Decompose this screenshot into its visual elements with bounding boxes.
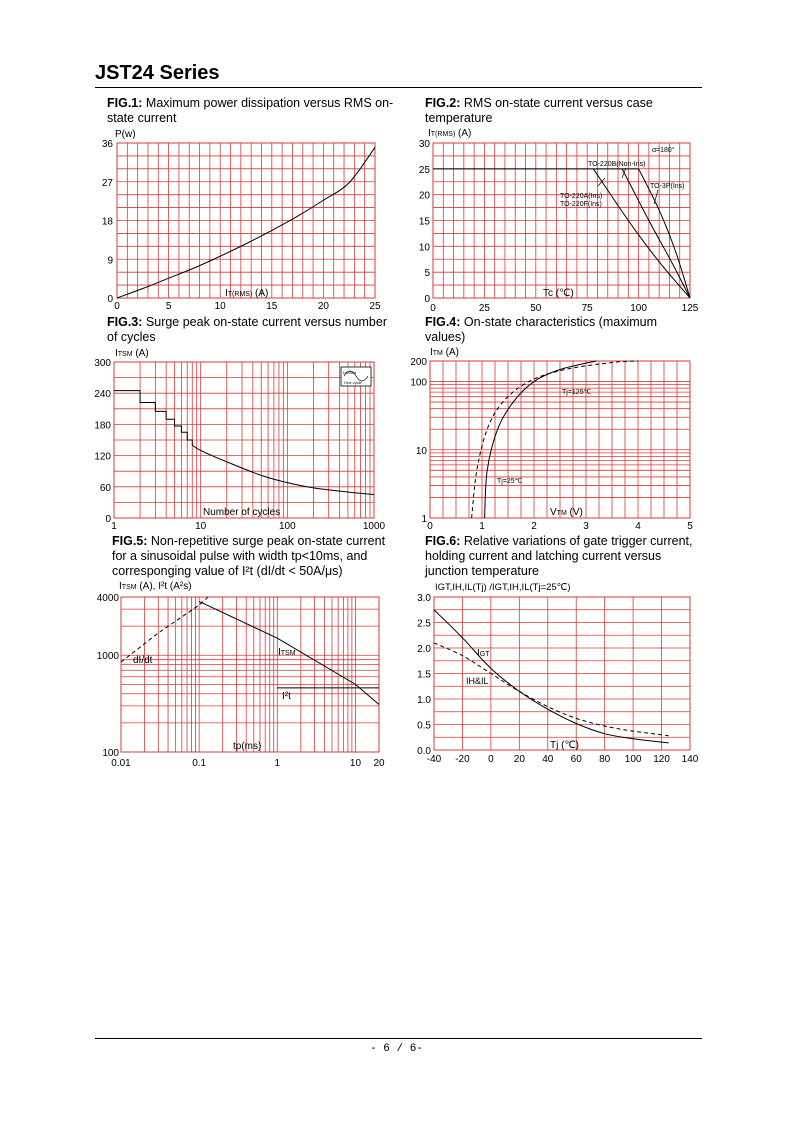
fig2-caption-lead: FIG.2: [425,96,461,110]
fig2-alpha-label: α=180° [652,147,675,154]
fig6-y-tick: 2.5 [417,618,431,630]
fig1-power-curve [117,147,375,298]
svg-text:One cycle: One cycle [344,380,362,385]
fig6-y-tick: 1.0 [417,695,431,706]
fig3-xlabel: Number of cycles [203,507,281,518]
page-number: - 6 / 6- [370,1043,423,1055]
fig3-y-tick: 300 [94,358,111,369]
fig6-x-tick: 60 [570,754,582,765]
fig5-itsm-label: ITSM [278,647,296,658]
fig5-i2t-label: I²t [282,691,291,702]
fig4-x-tick: 0 [427,521,433,532]
fig6-x-tick: 120 [653,754,670,765]
fig4-y-tick: 1 [421,514,427,525]
fig4-x-tick: 3 [583,521,589,532]
fig1-y-tick: 9 [107,255,113,267]
fig6-y-tick: 1.5 [417,669,431,681]
fig5-curves [121,597,379,704]
fig2-y-tick: 25 [418,164,430,176]
fig1-y-tick: 18 [101,216,113,228]
fig3-y-tick: 120 [94,451,111,463]
fig6-grid [434,597,690,750]
fig4-caption-text: On-state characteristics (maximum values) [425,315,658,344]
fig3-y-tick: 180 [94,420,111,432]
fig5-chart [97,581,385,769]
fig5-x-tick: 0.01 [111,758,131,769]
fig2-y-tick: 5 [424,268,430,280]
fig2-to220b-label: TO-220B(Non-Ins) [588,161,646,168]
fig5-caption-text: Non-repetitive surge peak on-state current for a sinusoidal pulse with width tp<10ms, and corresponging value of I²t (dI/dt < 50A/μs) [112,534,386,578]
fig6-y-tick: 0.0 [417,746,431,757]
fig1-chart [102,129,381,312]
fig4-x-tick: 2 [531,521,537,532]
fig3-ylabel: ITSM (A) [115,348,149,359]
fig6-y-tick: 3.0 [417,593,431,604]
fig4-y-tick: 200 [410,357,427,368]
fig6-y-tick: 2.0 [417,644,431,655]
fig5-x-tick: 10 [349,758,362,769]
fig2-x-tick: 25 [478,303,490,314]
fig1-y-tick: 36 [101,139,113,150]
fig6-x-tick: 40 [542,754,554,765]
fig5-y-tick: 1000 [96,651,119,663]
fig6-x-tick: 100 [624,754,642,765]
fig3-x-tick: 1 [111,521,117,532]
fig6-caption-text: Relative variations of gate trigger current, holding current and latching current versus junction temperature [425,534,693,578]
fig2-x-tick: 50 [530,303,542,314]
fig6-x-tick: -20 [455,754,470,765]
fig4-caption-lead: FIG.4: [425,315,461,329]
fig3-curves [114,391,374,495]
fig6-chart [417,582,699,765]
fig5-y-tick: 100 [102,748,119,759]
fig4-y-tick: 10 [415,445,427,457]
fig4-ylabel: ITM (A) [430,347,459,358]
fig2-ylabel: IT(RMS) (A) [428,128,472,139]
fig1-x-tick: 25 [369,301,381,312]
fig6-y-tick: 0.5 [417,720,431,732]
fig1-caption-lead: FIG.1: [107,96,143,110]
fig6-x-tick: 80 [599,754,611,765]
fig1-grid [117,143,375,298]
fig5-x-tick: 20 [373,758,385,769]
footer-rule [95,1038,702,1039]
page-title: JST24 Series [95,62,220,84]
fig3-caption-text: Surge peak on-state current versus number of cycles [107,315,388,344]
fig3-grid [114,362,374,518]
fig2-pointer-2 [654,190,658,204]
fig3-y-tick: 0 [105,514,111,525]
fig2-chart [419,128,699,314]
fig4-xlabel: VTM (V) [550,507,583,518]
fig4-tj25-label: Tj=25℃ [497,478,523,485]
fig5-x-tick: 0.1 [192,758,207,769]
fig2-y-tick: 15 [418,216,430,228]
fig6-ihil-label: IH&IL [466,676,489,686]
fig1-x-tick: 20 [317,301,329,312]
fig2-to220f-label: TO-220F(Ins) [560,201,602,208]
fig1-x-tick: 5 [165,301,172,312]
fig3-step-curve [114,391,192,446]
fig1-curves [117,147,375,298]
fig3-y-tick: 240 [94,389,111,401]
fig1-y-tick: 27 [101,177,113,189]
fig6-x-tick: 20 [513,754,525,765]
fig1-x-tick: 0 [114,301,120,312]
svg-text:t=20ms: t=20ms [343,370,357,375]
fig1-x-tick: 15 [266,301,278,312]
fig2-y-tick: 30 [418,139,430,150]
fig6-ylabel: IGT,IH,IL(Tj) /IGT,IH,IL(Tj=25℃) [435,582,571,593]
fig4-x-tick: 1 [479,521,485,532]
fig2-to3p-label: TO-3P(Ins) [650,183,685,190]
fig1-caption-text: Maximum power dissipation versus RMS on-state current [107,96,394,125]
fig6-x-tick: 140 [681,754,699,765]
fig1-ylabel: P(w) [115,129,136,140]
fig2-y-tick: 0 [424,294,430,305]
fig4-x-tick: 4 [635,521,641,532]
fig4-chart [410,347,693,532]
fig6-xlabel: Tj (℃) [550,740,579,751]
fig3-x-tick: 1000 [362,521,386,532]
fig1-x-tick: 10 [214,301,226,312]
fig2-grid [433,143,690,298]
fig1-xlabel: IT(RMS) (A) [225,288,269,299]
fig4-x-tick: 5 [687,521,693,532]
fig3-caption-lead: FIG.3: [107,315,143,329]
fig6-x-tick: -40 [426,754,442,765]
fig3-x-tick: 10 [195,521,207,532]
fig2-caption-text: RMS on-state current versus case temperature [425,96,653,125]
fig5-xlabel: tp(ms) [233,741,262,752]
fig5-caption-lead: FIG.5: [112,534,148,548]
fig3-inset [341,367,371,386]
fig2-x-tick: 0 [430,303,436,314]
fig4-grid [430,361,690,518]
fig1-y-tick: 0 [107,294,113,305]
fig5-curve-1 [121,597,208,662]
fig5-ylabel: ITSM (A), I²t (A²s) [119,581,192,592]
fig2-x-tick: 75 [581,303,593,314]
fig5-frame [121,597,379,752]
fig5-x-tick: 1 [274,758,281,769]
fig4-tj125-label: Tj=125℃ [562,389,592,396]
fig2-x-tick: 125 [681,303,699,314]
fig2-to220a-label: TO-220A(Ins) [560,193,603,200]
fig5-grid [121,597,379,752]
fig4-y-tick: 100 [410,377,427,389]
fig6-igt-label: IGT [477,648,490,659]
fig3-chart [94,348,385,532]
fig3-y-tick: 60 [99,482,111,494]
fig6-caption-lead: FIG.6: [425,534,461,548]
fig5-y-tick: 4000 [96,593,119,604]
fig2-xlabel: Tc (℃) [543,288,574,299]
fig2-y-tick: 10 [418,242,430,254]
fig2-y-tick: 20 [418,190,430,202]
fig5-didt-label: dI/dt [133,655,153,666]
fig6-x-tick: 0 [488,754,494,765]
fig3-x-tick: 100 [278,521,296,532]
fig2-x-tick: 100 [630,303,647,314]
